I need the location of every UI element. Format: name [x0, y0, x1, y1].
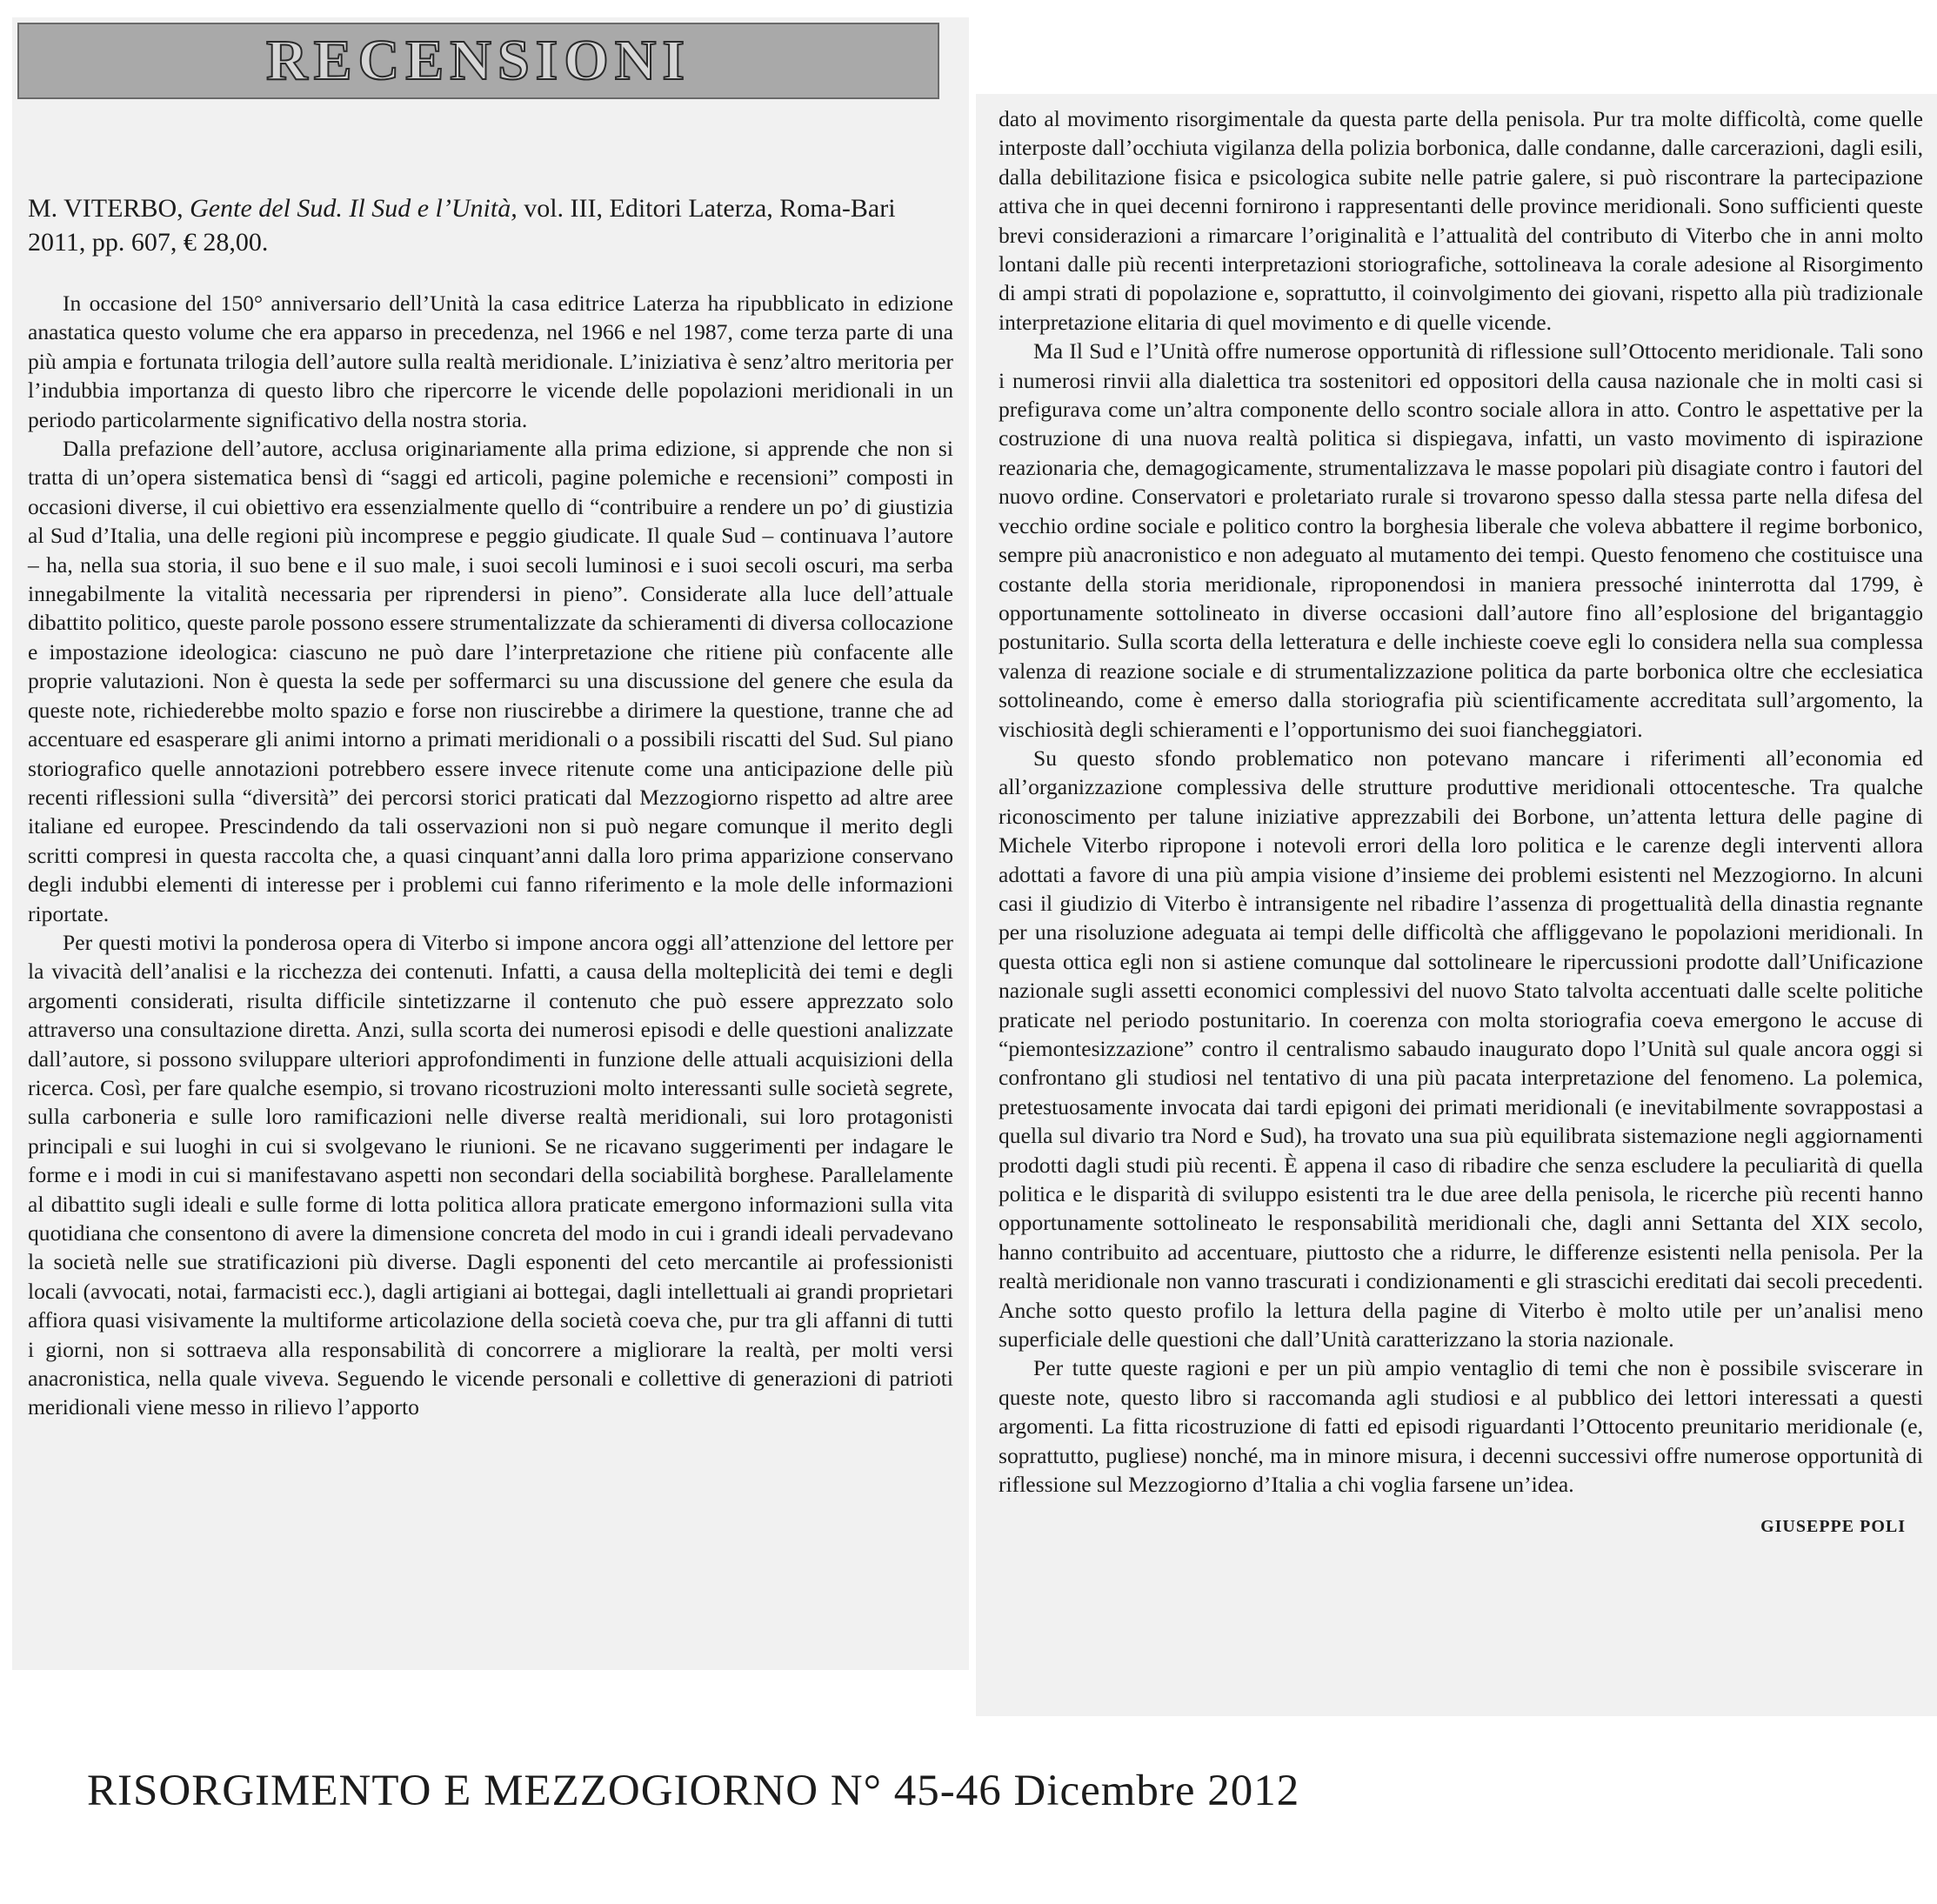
left-column [12, 17, 969, 1670]
paragraph: Su questo sfondo problematico non potevano mancare i riferimenti all’economia ed all’organizzazione complessiva delle strutture produttive meridionali ottocentesche. Tra qualche riconoscimento per talune iniziative apprezzabili dei Borbone, un’attenta lettura delle pagine di Michele Viterbo ripropone i notevoli errori della loro politica e le carenze degli interventi allora adottati a favore di una più ampia visione d’insieme dei problemi esistenti nel Mezzogiorno. In alcuni casi il giudizio di Viterbo è intransigente nel ribadire l’assenza di progettualità della dinastia regnante per una risoluzione adeguata ai tempi delle difficoltà che affliggevano le popolazioni meridionali. In questa ottica egli non si astiene comunque dal sottolineare le ripercussioni prodotte dall’Unificazione nazionale sugli assetti economici complessivi del nuovo Stato talvolta accentuati dalle scelte politiche praticate nel periodo postunitario. In coerenza con molta storiografia coeva emergono le accuse di “piemontesizzazione” contro il centralismo sabaudo inaugurato dopo l’Unità sul quale ancora oggi si confrontano gli studiosi nel tentativo di una più pacata interpretazione del fenomeno. La polemica, pretestuosamente invocata dai tardi epigoni dei primati meridionali (e inevitabilmente sovrappostasi a quella sul divario tra Nord e Sud), ha trovato una sua più equilibrata sistemazione negli aggiornamenti prodotti dagli studi più recenti. È appena il caso di ribadire che senza escludere la peculiarità di quella politica e le disparità di sviluppo esistenti tra le due aree della penisola, le ricerche più recenti hanno opportunamente sottolineato le responsabilità meridionali che, dagli anni Settanta del XIX secolo, hanno contribuito ad accentuare, piuttosto che a ridurre, le differenze esistenti nella penisola. Per la realtà meridionale non vanno trascurati i condizionamenti e gli strascichi ereditati dai secoli precedenti. Anche sotto questo profilo la lettura della pagine di Viterbo è molto utile per un’analisi meno superficiale delle questioni che dall’Unità caratterizzano la storia nazionale. [999, 745, 1923, 1353]
paragraph: Dalla prefazione dell’autore, acclusa originariamente alla prima edizione, si apprende che non si tratta di un’opera sistematica bensì di “saggi ed articoli, pagine polemiche e recensioni” composti in occasioni diverse, il cui obiettivo era essenzialmente quello di “contribuire a rendere un po’ di giustizia al Sud d’Italia, una delle regioni più incomprese e peggio giudicate. Il quale Sud – continuava l’autore – ha, nella sua storia, il suo bene e il suo male, i suoi secoli luminosi e i suoi secoli oscuri, ma serba innegabilmente la vitalità necessaria per riprendersi in pieno”. Considerate alla luce dell’attuale dibattito politico, queste parole possono essere strumentalizzate da schieramenti di diversa collocazione e impostazione ideologica: ciascuno ne può dare l’interpretazione che ritiene più confacente alle proprie valutazioni. Non è questa la sede per soffermarci su una discussione del genere che esula da queste note, richiederebbe molto spazio e forse non riuscirebbe a dirimere la questione, tranne che ad accentuare ed esasperare gli animi intorno a primati meridionali o a possibili riscatti del Sud. Sul piano storiografico quelle annotazioni potrebbero essere invece ritenute come una anticipazione delle più recenti riflessioni sulla “diversità” dei percorsi storici praticati dal Mezzogiorno rispetto ad altre aree italiane ed europee. Prescindendo da tali osservazioni non si può negare comunque il merito degli scritti compresi in questa raccolta che, a quasi cinquant’anni dalla loro prima apparizione conservano degli indubbi elementi di interesse per i problemi cui fanno riferimento e la mole delle informazioni riportate. [28, 436, 953, 926]
author-signature: GIUSEPPE POLI [1760, 1516, 1906, 1536]
section-title: RECENSIONI [265, 29, 691, 92]
paragraph: Per questi motivi la ponderosa opera di Viterbo si impone ancora oggi all’attenzione del lettore per la vivacità dell’analisi e la ricchezza dei contenuti. Infatti, a causa della molteplicità dei temi e degli argomenti considerati, risulta difficile sintetizzarne il contenuto che può essere apprezzato solo attraverso una consultazione diretta. Anzi, sulla scorta dei numerosi episodi e delle questioni analizzate dall’autore, si possono sviluppare ulteriori approfondimenti in funzione delle attuali acquisizioni della ricerca. Così, per fare qualche esempio, si trovano ricostruzioni molto interessanti sulle società segrete, sulla carboneria e sulle loro ramificazioni nelle diverse realtà meridionali, sui loro protagonisti principali e sui luoghi in cui si svolgevano le riunioni. Se ne ricavano suggerimenti per indagare le forme e i modi in cui si manifestavano aspetti non secondari della sociabilità borghese. Parallelamente al dibattito sugli ideali e sulle forme di lotta politica allora praticate emergono informazioni sulla vita quotidiana che consentono di avere la dimensione concreta del modo in cui i grandi ideali pervadevano la società nelle sue stratificazioni più diverse. Dagli esponenti del ceto mercantile ai professionisti locali (avvocati, notai, farmacisti ecc.), dagli artigiani ai bottegai, dagli intellettuali ai grandi proprietari affiora quasi visivamente la multiforme articolazione della società coeva che, pur tra gli affanni di tutti i giorni, non si sottraeva alla responsabilità di concorrere a migliorare la realtà, per molti versi anacronistica, nella quale viveva. Seguendo le vicende personali e collettive di generazioni di patrioti meridionali viene messo in rilievo l’apporto [28, 929, 953, 1420]
citation-author: M. VITERBO, [28, 194, 184, 223]
citation-details: vol. III, Editori Laterza, Roma-Bari 2011, pp. 607, € 28,00. [28, 194, 896, 257]
right-column [976, 94, 1937, 1716]
paragraph: dato al movimento risorgimentale da questa parte della penisola. Pur tra molte difficoltà, come quelle interposte dall’occhiuta vigilanza della polizia borbonica, dalle condanne, dalle carcerazioni, dagli esili, dalla debilitazione fisica e psicologica subite nelle patrie galere, si può riscontrare la partecipazione attiva che in quei decenni fornirono i rappresentanti delle province meridionali. Sono sufficienti queste brevi considerazioni a rimarcare l’originalità e l’attualità del contributo di Viterbo che in anni molto lontani dalle più recenti interpretazioni storiografiche, sottolineava la corale adesione al Risorgimento di ampi strati di popolazione e, soprattutto, il coinvolgimento dei giovani, rispetto alla più tradizionale interpretazione elitaria di quel movimento e di quelle vicende. [999, 106, 1923, 335]
citation-title: Gente del Sud. Il Sud e l’Unità, [190, 194, 518, 223]
paragraph: Per tutte queste ragioni e per un più ampio ventaglio di temi che non è possibile sviscerare in queste note, questo libro si raccomanda agli studiosi e al pubblico dei lettori interessati a questi argomenti. La fitta ricostruzione di fatti ed episodi riguardanti l’Ottocento preunitario meridionale (e, soprattutto, pugliese) nonché, ma in minore misura, i decenni successivi offre numerose opportunità di riflessione sul Mezzogiorno d’Italia a chi voglia farsene un’idea. [999, 1355, 1923, 1498]
book-citation [28, 191, 953, 259]
journal-footer: RISORGIMENTO E MEZZOGIORNO N° 45-46 Dicembre 2012 [87, 1767, 1300, 1815]
section-banner [17, 23, 939, 99]
paragraph: Ma Il Sud e l’Unità offre numerose opportunità di riflessione sull’Ottocento meridionale. Tali sono i numerosi rinvii alla dialettica tra sostenitori ed oppositori della causa nazionale che in molti casi si prefigurava come un’altra componente dello scontro sociale allora in atto. Contro le aspettative per la costruzione di una nuova realtà politica si dispiegava, infatti, un vasto movimento di ispirazione reazionaria che, demagogicamente, strumentalizzava le masse popolari più disagiate contro i fautori del nuovo ordine. Conservatori e proletariato rurale si trovarono spesso dalla stessa parte nella difesa del vecchio ordine sociale e politico contro la borghesia liberale che voleva abbattere il regime borbonico, sempre più anacronistico e non adeguato al mutamento dei tempi. Questo fenomeno che costituisce una costante della storia meridionale, riproponendosi in maniera pressoché ininterrotta dal 1799, è opportunamente sottolineato in diverse occasioni dall’autore fino all’esplosione del brigantaggio postunitario. Sulla scorta della letteratura e delle inchieste coeve egli lo considera nella sua complessa valenza di reazione sociale e di strumentalizzazione politica da parte borbonica oltre che ecclesiatica sottolineando, come è emerso dalla storiografia più scientificamente accreditata sull’argomento, la vischiosità degli schieramenti e l’opportunismo dei suoi fiancheggiatori. [999, 338, 1923, 742]
paragraph: In occasione del 150° anniversario dell’Unità la casa editrice Laterza ha ripubblicato in edizione anastatica questo volume che era apparso in precedenza, nel 1966 e nel 1987, come terza parte di una più ampia e fortunata trilogia dell’autore sulla realtà meridionale. L’iniziativa è senz’altro meritoria per l’indubbia importanza di questo libro che ripercorre le vicende delle popolazioni meridionali in un periodo particolarmente significativo della nostra storia. [28, 291, 953, 432]
